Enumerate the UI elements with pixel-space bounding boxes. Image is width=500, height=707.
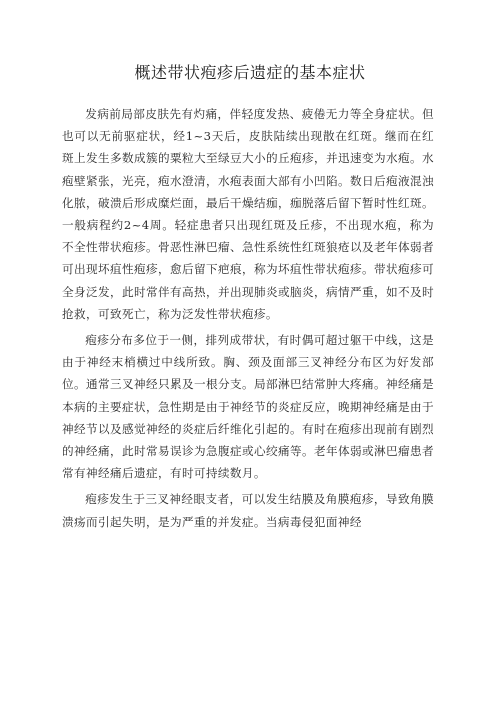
- document-title: 概述带状疱疹后遗症的基本症状: [134, 63, 366, 82]
- paragraph-symptoms: 发病前局部皮肤先有灼痛，伴轻度发热、疲倦无力等全身症状。但也可以无前驱症状，经1~3天后，皮肤陆续出现散在红斑。继而在红斑上发生多数成簇的粟粒大至绿豆大小的丘疱疹，并迅速变为水疱。水疱壁紧张，光亮，疱水澄清，水疱表面大部有小凹陷。数日后疱液混浊化脓，破溃后形成糜烂面，最后干燥结痂，痂脱落后留下暂时性红斑。一般病程约2~4周。轻症患者只出现红斑及丘疹，不出现水疱，称为不全性带状疱疹。骨恶性淋巴瘤、急性系统性红斑狼疮以及老年体弱者可出现坏疽性疱疹，愈后留下疤痕，称为坏疽性带状疱疹。带状疱疹可全身泛发，此时常伴有高热，并出现肺炎或脑炎，病情严重，如不及时抢救，可致死亡，称为泛发性带状疱疹。: [62, 107, 434, 321]
- document-body: [62, 103, 434, 533]
- paragraph-complications: 疱疹发生于三叉神经眼支者，可以发生结膜及角膜疱疹，导致角膜溃疡而引起失明，是为严重的并发症。当病毒侵犯面神经: [62, 492, 434, 529]
- paragraph-distribution: 疱疹分布多位于一侧，排列成带状，有时偶可超过躯干中线，这是由于神经末梢横过中线所致。胸、颈及面部三叉神经分布区为好发部位。通常三叉神经只累及一根分支。局部淋巴结常肿大疼痛。神经痛是本病的主要症状，急性期是由于神经节的炎症反应，晚期神经痛是由于神经节以及感觉神经的炎症后纤维化引起的。有时在疱疹出现前有剧烈的神经痛，此时常易误诊为急腹症或心绞痛等。老年体弱或淋巴瘤患者常有神经痛后遗症，有时可持续数月。: [62, 333, 434, 481]
